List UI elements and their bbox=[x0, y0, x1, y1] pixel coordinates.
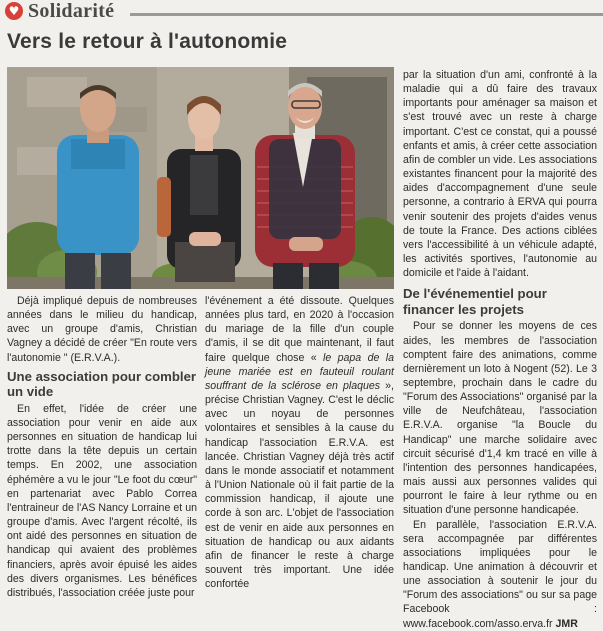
article-photo bbox=[7, 67, 394, 289]
article-column-2 bbox=[205, 294, 394, 591]
article-paragraph bbox=[403, 518, 597, 631]
section-divider bbox=[130, 13, 603, 16]
subheading-1: Une association pour combler un vide bbox=[7, 368, 197, 400]
text-after-quote: », précise Christian Vagney. C'est le déclic avec un noyau de personnes volontaires et sensibles à la cause du handicap l'association E.R.V.A. est lancée. Christian Vagney déjà très actif dans le monde associatif et notamment à l'Union Nationale où il fait partie de la commission handicap, il ajoute une corde à son arc. L'objet de l'association est de venir en aide aux personnes en situation de handicap ou aux aidants afin de financer le reste à charge souvent très important. Une idée confortée bbox=[205, 379, 394, 591]
article-column-1 bbox=[7, 294, 197, 600]
article-paragraph: Pour se donner les moyens de ces aides, les membres de l'association comptent faire des animations, comme dernièrement un loto à Nogent (52). Le 3 septembre, prochain dans le cadre du "Forum des Associations" organisé par la ville de Neufchâteau, l'association E.R.V.A. organise "la Boucle du Handicap" une marche solidaire avec circuit sécurisé d'1,4 km tracé en ville à l'intention des personnes handicapées, mais aussi aux personnes valides qui pourront le faire à leur rythme ou en situation d'une personne handicapée. bbox=[403, 320, 597, 517]
article-column-3 bbox=[403, 68, 597, 631]
closing-text: En parallèle, l'association E.R.V.A. sera accompagnée par différentes associations impliquées pour le handicap. Une animation à découvrir et une association à soutenir le jour du "Forum des associations" ou sur sa page Facebook : www.facebook.com/asso.erva.fr bbox=[403, 518, 597, 630]
quote-text: le papa de la jeune mariée est en fauteuil roulant souffrant de la sclérose en plaques bbox=[205, 351, 394, 392]
article-headline: Vers le retour à l'autonomie bbox=[7, 30, 288, 53]
article-paragraph: En effet, l'idée de créer une association pour venir en aide aux personnes en situation de handicap lui trotte dans la tête depuis un certain temps. En 2002, une association éphémère a vu le jour "Le foot du cœur" en partenariat avec Pablo Correa l'entraineur de l'AS Nancy Lorraine et un groupe d'amis. Avec l'argent récolté, ils ont aidé des personnes en situation de handicap qui avaient des problèmes financiers, après avoir épuisé les aides des divers organismes. Les bénéfices distribués, l'association créée juste pour bbox=[7, 402, 197, 599]
subheading-2: De l'événementiel pour financer les projets bbox=[403, 286, 547, 317]
section-header bbox=[0, 0, 603, 24]
author-byline: JMR bbox=[555, 617, 578, 630]
heart-icon: ♥ bbox=[5, 2, 23, 20]
photo-illustration bbox=[7, 67, 394, 289]
section-label: Solidarité bbox=[28, 0, 115, 22]
article-paragraph: par la situation d'un ami, confronté à la maladie qui a dû faire des travaux importants pour aménager sa maison et s'est trouvé avec un reste à charge important. C'est ce constat, qui a poussé enfants et amis, à créer cette association afin de combler un vide. Les associations existantes financent pour la majorité des aides d'accompagnement d'une seule personne, a contrario à ERVA qui pourra venir soutenir des projets d'aides venus de toute la France. Des actions ciblées vers l'accessibilité à un véhicule adapté, les activités sportives, l'autonomie au domicile et l'aide à l'aidant. bbox=[403, 69, 597, 280]
text-before-quote: l'événement a été dissoute. Quelques années plus tard, en 2020 à l'occasion du mariage de la fille d'un couple d'amis, il se dit que maintenant, il faut faire quelque chose « bbox=[205, 295, 394, 364]
article-intro: Déjà impliqué depuis de nombreuses années dans le milieu du handicap, avec un groupe d'amis, Christian Vagney a décidé de créer "En route vers l'autonomie " (E.R.V.A.). bbox=[7, 295, 197, 364]
article-paragraph bbox=[205, 294, 394, 591]
